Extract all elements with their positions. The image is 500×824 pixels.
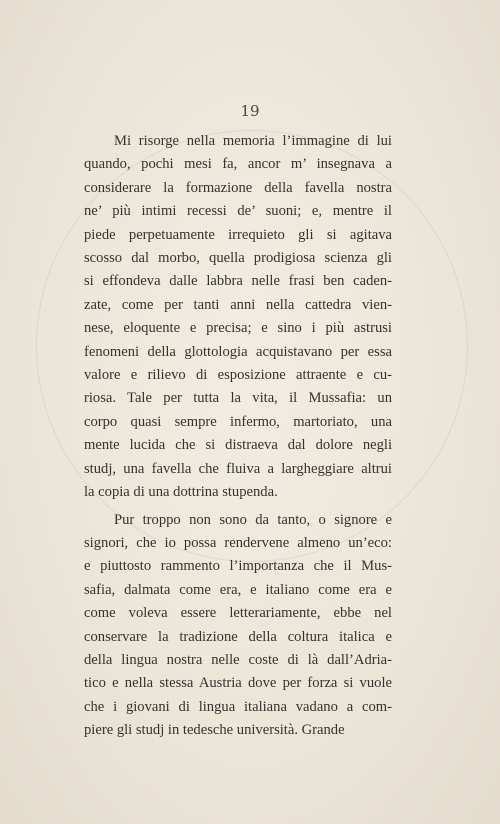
body-text [84, 130, 392, 743]
text-line: piere gli studj in tedesche università. Grande [84, 722, 345, 739]
text-line: Pur troppo non sono da tanto, o signore e [114, 511, 392, 528]
page-number: 19 [240, 102, 260, 120]
text-line: considerare la formazione della favella nostra [84, 179, 392, 196]
text-line: zate, come per tanti anni nella cattedra vien- [84, 296, 392, 313]
text-line: corpo quasi sempre infermo, martoriato, una [84, 413, 392, 430]
text-line: e piuttosto rammento l’importanza che il Mus- [84, 558, 392, 575]
text-line: studj, una favella che fluiva a largheggiare altrui [84, 460, 392, 477]
text-line: safia, dalmata come era, e italiano come era e [84, 581, 392, 598]
paragraph-2 [84, 509, 392, 743]
text-line: che i giovani di lingua italiana vadano a com- [84, 698, 392, 715]
text-line: piede perpetuamente irrequieto gli si agitava [84, 226, 392, 243]
text-line: mente lucida che si distraeva dal dolore negli [84, 437, 392, 454]
text-line: fenomeni della glottologia acquistavano per essa [84, 343, 392, 360]
text-line: conservare la tradizione della coltura italica e [84, 628, 392, 645]
paragraph-1 [84, 130, 392, 505]
text-line: si effondeva dalle labbra nelle frasi ben caden- [84, 273, 392, 290]
text-line: quando, pochi mesi fa, ancor m’ insegnava a [84, 156, 392, 173]
text-line: signori, che io possa rendervene almeno un’eco: [84, 534, 392, 551]
text-line: ne’ più intimi recessi de’ suoni; e, mentre il [84, 203, 392, 220]
text-line: Mi risorge nella memoria l’immagine di lui [114, 133, 392, 149]
text-line: come voleva essere letterariamente, ebbe nel [84, 605, 392, 622]
text-line: tico e nella stessa Austria dove per forza si vuole [84, 675, 392, 692]
text-line: della lingua nostra nelle coste di là dall’Adria- [84, 651, 392, 668]
text-line: valore e rilievo di esposizione attraente e cu- [84, 367, 392, 384]
text-line: scosso dal morbo, quella prodigiosa scienza gli [84, 250, 392, 267]
text-line: la copia di una dottrina stupenda. [84, 484, 278, 501]
text-line: nese, eloquente e precisa; e sino i più astrusi [84, 320, 392, 337]
text-line: riosa. Tale per tutta la vita, il Mussafia: un [84, 390, 392, 407]
